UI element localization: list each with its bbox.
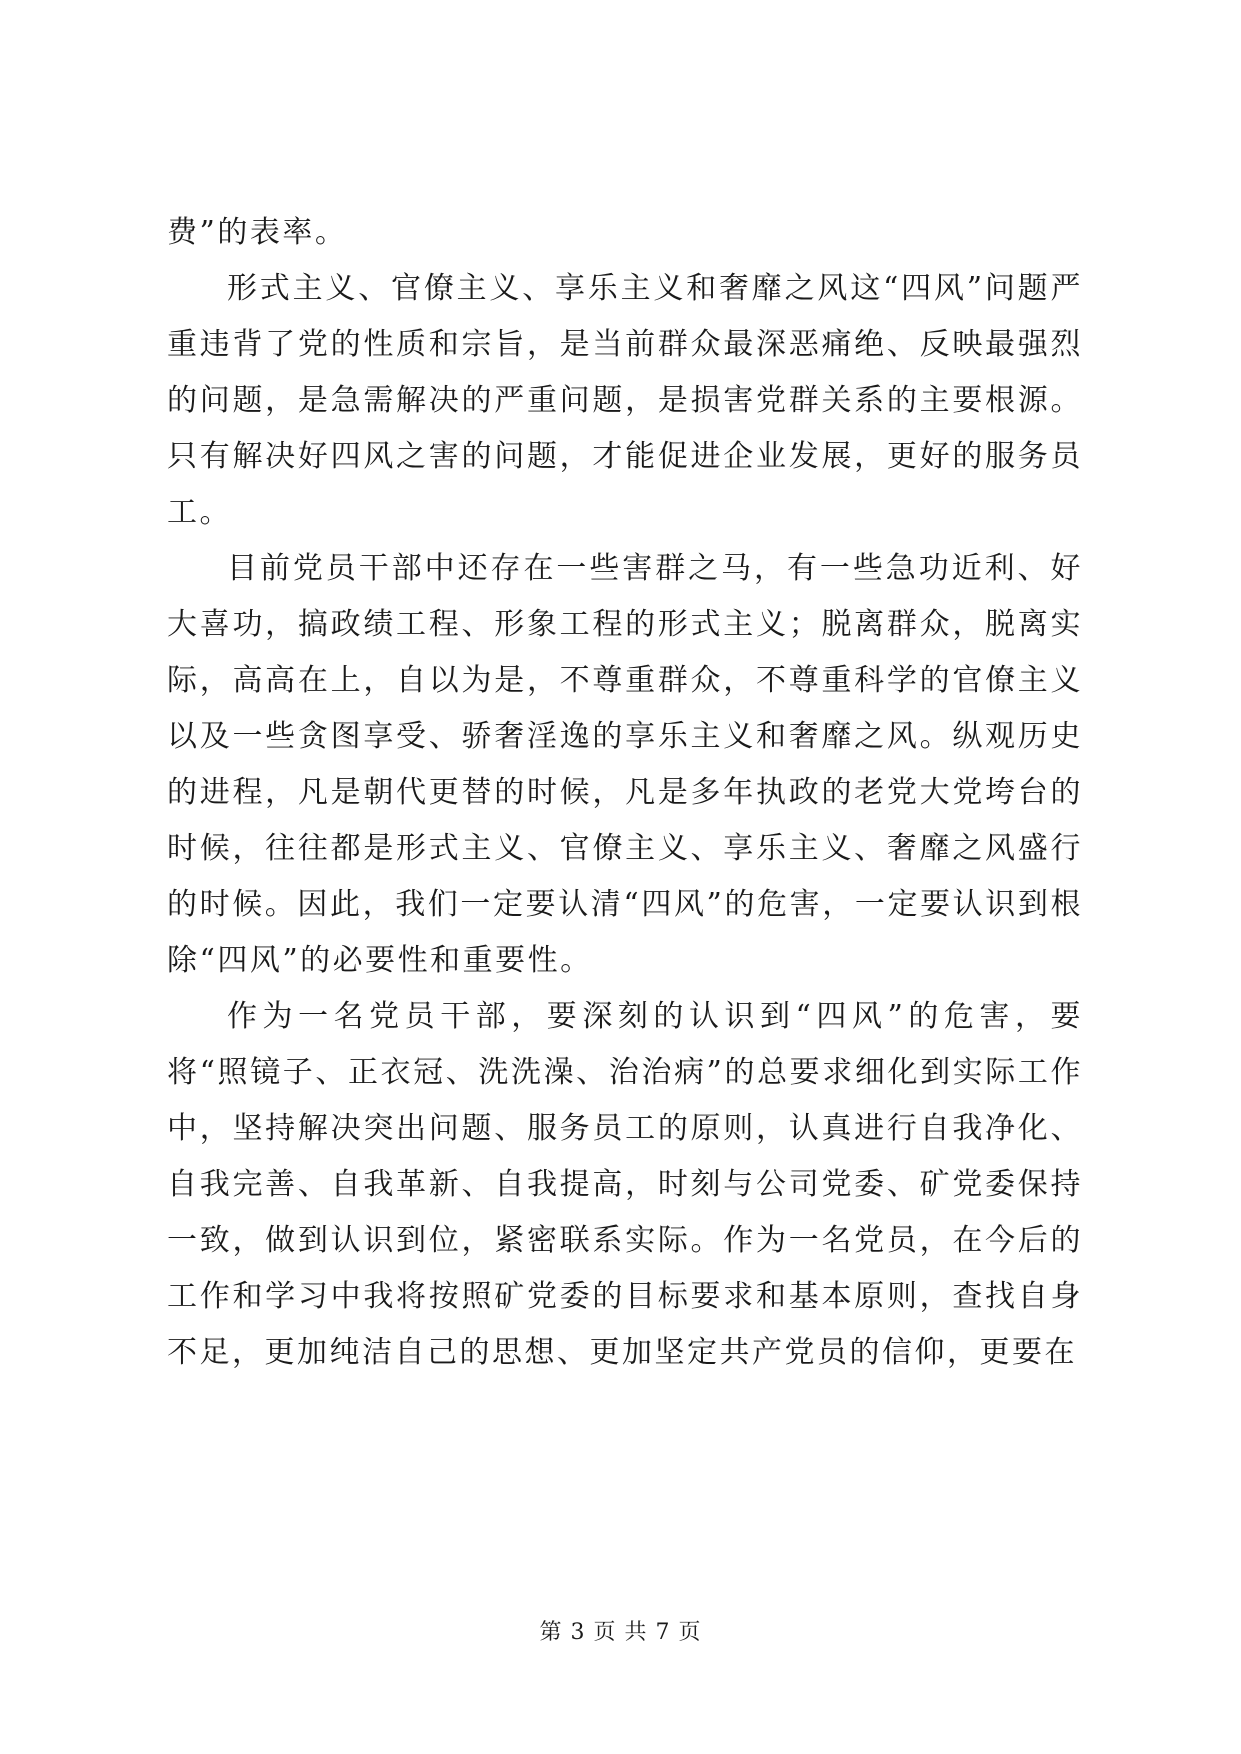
paragraph-4: 作为一名党员干部，要深刻的认识到“四风”的危害，要将“照镜子、正衣冠、洗洗澡、治治病”的总要求细化到实际工作中，坚持解决突出问题、服务员工的原则，认真进行自我净化、自我完善、自我革新、自我提高，时刻与公司党委、矿党委保持一致，做到认识到位，紧密联系实际。作为一名党员，在今后的工作和学习中我将按照矿党委的目标要求和基本原则，查找自身不足，更加纯洁自己的思想、更加坚定共产党员的信仰，更要在 (167, 999, 1083, 1370)
page-number-label: 第 3 页 共 7 页 (539, 1620, 702, 1645)
page-footer (0, 1618, 1241, 1648)
paragraph-3: 目前党员干部中还存在一些害群之马，有一些急功近利、好大喜功，搞政绩工程、形象工程的形式主义；脱离群众，脱离实际，高高在上，自以为是，不尊重群众，不尊重科学的官僚主义以及一些贪图享受、骄奢淫逸的享乐主义和奢靡之风。纵观历史的进程，凡是朝代更替的时候，凡是多年执政的老党大党垮台的时候，往往都是形式主义、官僚主义、享乐主义、奢靡之风盛行的时候。因此，我们一定要认清“四风”的危害，一定要认识到根除“四风”的必要性和重要性。 (167, 551, 1083, 978)
paragraph-2: 形式主义、官僚主义、享乐主义和奢靡之风这“四风”问题严重违背了党的性质和宗旨，是当前群众最深恶痛绝、反映最强烈的问题，是急需解决的严重问题，是损害党群关系的主要根源。只有解决好四风之害的问题，才能促进企业发展，更好的服务员工。 (167, 271, 1083, 530)
document-body (167, 205, 1083, 1381)
paragraph-1: 费”的表率。 (167, 215, 348, 250)
